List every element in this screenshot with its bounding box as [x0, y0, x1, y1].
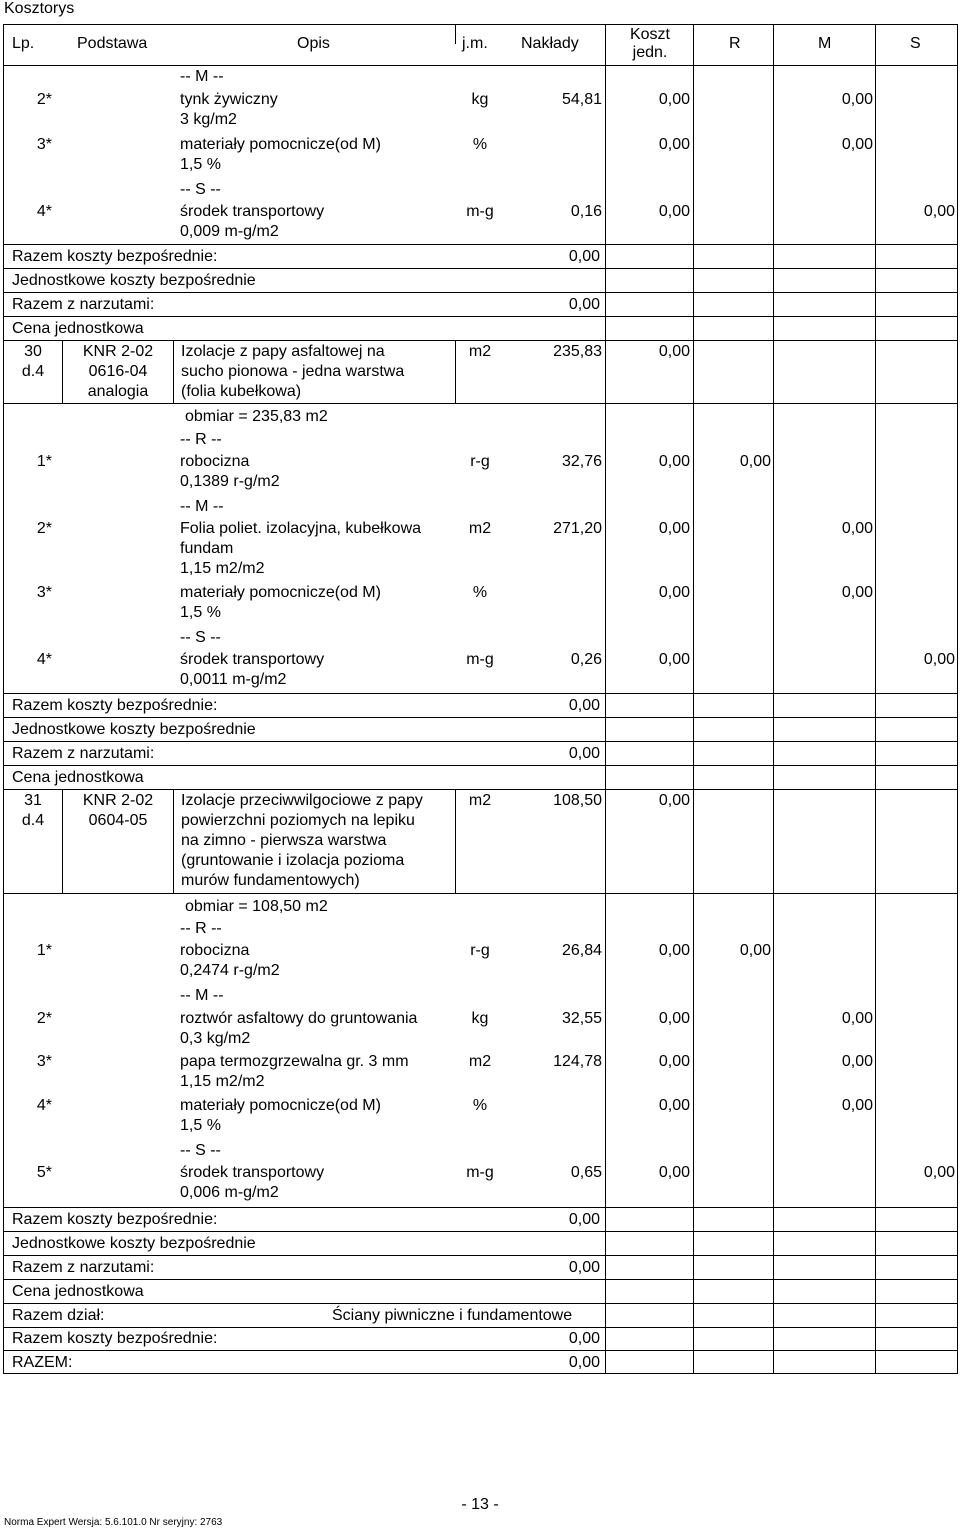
item-naklady: 0,65: [570, 1164, 602, 1181]
position-opis: (folia kubełkowa): [181, 383, 302, 400]
item-koszt: 0,00: [658, 136, 690, 153]
item-naklady: 0,26: [570, 651, 602, 668]
item-norm: 0,1389 r-g/m2: [180, 473, 280, 490]
item-opis: środek transportowy: [180, 203, 325, 220]
item-norm: 0,0011 m-g/m2: [180, 671, 287, 688]
section-m-label: -- M --: [180, 498, 224, 515]
header-naklady: Nakłady: [521, 35, 579, 52]
header-m: M: [818, 35, 832, 52]
item-jm: m-g: [466, 651, 494, 668]
position-podstawa: 0616-04: [88, 363, 148, 380]
position-opis: na zimno - pierwsza warstwa: [181, 832, 387, 849]
header-r: R: [729, 35, 741, 52]
item-norm: 1,5 %: [180, 604, 221, 621]
item-norm: 0,3 kg/m2: [180, 1030, 251, 1047]
item-lp: 1*: [36, 942, 52, 959]
position-podstawa: 0604-05: [88, 812, 148, 829]
summary-value: 0,00: [568, 1211, 600, 1228]
item-jm: m2: [468, 1053, 492, 1070]
section-s-label: -- S --: [180, 1142, 221, 1159]
item-norm: 3 kg/m2: [180, 111, 237, 128]
item-norm: 0,2474 r-g/m2: [180, 962, 280, 979]
summary-label: Cena jednostkowa: [12, 1283, 144, 1300]
header-jm: j.m.: [462, 35, 488, 52]
position-naklady: 235,83: [553, 343, 602, 360]
item-koszt: 0,00: [658, 1097, 690, 1114]
position-podstawa: KNR 2-02: [82, 343, 154, 360]
item-lp: 4*: [36, 651, 52, 668]
item-jm: kg: [471, 1010, 489, 1027]
item-opis: robocizna: [180, 453, 250, 470]
position-jm: m2: [468, 792, 492, 809]
summary-label: Razem z narzutami:: [12, 1259, 155, 1276]
header-koszt-jedn: jedn.: [632, 44, 668, 61]
razem-label: RAZEM:: [12, 1354, 73, 1371]
position-jm: m2: [468, 343, 492, 360]
summary-value: 0,00: [568, 745, 600, 762]
item-koszt: 0,00: [658, 584, 690, 601]
summary-label: Jednostkowe koszty bezpośrednie: [12, 1235, 256, 1252]
item-m-value: 0,00: [841, 584, 873, 601]
item-norm: 1,15 m2/m2: [180, 1073, 265, 1090]
summary-label: Cena jednostkowa: [12, 769, 144, 786]
item-m-value: 0,00: [841, 91, 873, 108]
item-koszt: 0,00: [658, 1164, 690, 1181]
section-m-label: -- M --: [180, 68, 224, 85]
summary-label: Jednostkowe koszty bezpośrednie: [12, 721, 256, 738]
item-lp: 1*: [36, 453, 52, 470]
item-norm: 1,5 %: [180, 156, 221, 173]
section-s-label: -- S --: [180, 181, 221, 198]
item-koszt: 0,00: [658, 1010, 690, 1027]
obmiar: obmiar = 108,50 m2: [185, 898, 328, 915]
item-m-value: 0,00: [841, 520, 873, 537]
position-podstawa: analogia: [87, 383, 149, 400]
item-jm: m2: [468, 520, 492, 537]
item-opis: roztwór asfaltowy do gruntowania: [180, 1010, 418, 1027]
section-m-label: -- M --: [180, 987, 224, 1004]
item-naklady: 124,78: [553, 1053, 602, 1070]
item-r-value: 0,00: [739, 453, 771, 470]
item-norm: 0,006 m-g/m2: [180, 1184, 279, 1201]
item-m-value: 0,00: [841, 1053, 873, 1070]
item-lp: 2*: [36, 1010, 52, 1027]
item-jm: kg: [471, 91, 489, 108]
item-s-value: 0,00: [923, 651, 955, 668]
summary-label: Razem koszty bezpośrednie:: [12, 248, 218, 265]
header-koszt: Koszt: [629, 26, 670, 43]
position-opis: Izolacje przeciwwilgociowe z papy: [181, 792, 423, 809]
item-naklady: 26,84: [561, 942, 602, 959]
item-koszt: 0,00: [658, 203, 690, 220]
item-koszt: 0,00: [658, 91, 690, 108]
software-version: Norma Expert Wersja: 5.6.101.0 Nr seryjny: 2763: [4, 1517, 223, 1528]
item-jm: m-g: [466, 1164, 494, 1181]
item-jm: %: [472, 136, 488, 153]
item-opis: materiały pomocnicze(od M): [180, 136, 381, 153]
summary-label: Razem koszty bezpośrednie:: [12, 1211, 218, 1228]
item-koszt: 0,00: [658, 520, 690, 537]
item-m-value: 0,00: [841, 136, 873, 153]
item-lp: 2*: [36, 520, 52, 537]
summary-label: Razem koszty bezpośrednie:: [12, 697, 218, 714]
summary-label: Jednostkowe koszty bezpośrednie: [12, 272, 256, 289]
item-jm: r-g: [470, 942, 490, 959]
header-s: S: [910, 35, 921, 52]
item-lp: 3*: [36, 1053, 52, 1070]
section-s-label: -- S --: [180, 629, 221, 646]
item-jm: m-g: [466, 203, 494, 220]
item-m-value: 0,00: [841, 1097, 873, 1114]
razem-dzial-label: Razem dział:: [12, 1307, 105, 1324]
item-norm: 1,5 %: [180, 1117, 221, 1134]
position-naklady: 108,50: [553, 792, 602, 809]
item-jm: %: [472, 1097, 488, 1114]
item-lp: 2*: [36, 91, 52, 108]
razem-bezp-label: Razem koszty bezpośrednie:: [12, 1330, 218, 1347]
header-opis: Opis: [297, 35, 330, 52]
position-koszt: 0,00: [658, 792, 690, 809]
item-koszt: 0,00: [658, 453, 690, 470]
obmiar: obmiar = 235,83 m2: [185, 408, 328, 425]
position-opis: (gruntowanie i izolacja pozioma: [181, 852, 405, 869]
summary-value: 0,00: [568, 296, 600, 313]
position-podstawa: KNR 2-02: [82, 792, 154, 809]
razem-bezp-value: 0,00: [568, 1330, 600, 1347]
summary-value: 0,00: [568, 697, 600, 714]
item-norm: 0,009 m-g/m2: [180, 223, 279, 240]
item-naklady: 0,16: [570, 203, 602, 220]
item-s-value: 0,00: [923, 1164, 955, 1181]
item-koszt: 0,00: [658, 942, 690, 959]
item-lp: 3*: [36, 584, 52, 601]
section-r-label: -- R --: [180, 431, 222, 448]
item-opis: środek transportowy: [180, 1164, 325, 1181]
header-lp: Lp.: [12, 35, 35, 52]
item-opis: fundam: [180, 540, 234, 557]
summary-label: Razem z narzutami:: [12, 296, 155, 313]
item-lp: 3*: [36, 136, 52, 153]
item-koszt: 0,00: [658, 651, 690, 668]
item-lp: 4*: [36, 203, 52, 220]
summary-value: 0,00: [568, 248, 600, 265]
item-opis: materiały pomocnicze(od M): [180, 584, 381, 601]
item-naklady: 54,81: [561, 91, 602, 108]
position-opis: powierzchni poziomych na lepiku: [181, 812, 415, 829]
item-koszt: 0,00: [658, 1053, 690, 1070]
item-opis: środek transportowy: [180, 651, 325, 668]
position-opis: sucho pionowa - jedna warstwa: [181, 363, 405, 380]
dzial-name: Ściany piwniczne i fundamentowe: [332, 1307, 573, 1324]
item-naklady: 271,20: [553, 520, 602, 537]
item-jm: %: [472, 584, 488, 601]
position-koszt: 0,00: [658, 343, 690, 360]
item-naklady: 32,55: [561, 1010, 602, 1027]
page-number: - 13 -: [461, 1496, 499, 1513]
item-opis: tynk żywiczny: [180, 91, 278, 108]
item-s-value: 0,00: [923, 203, 955, 220]
position-lp-sub: d.4: [21, 363, 45, 380]
summary-label: Razem z narzutami:: [12, 745, 155, 762]
item-opis: Folia poliet. izolacyjna, kubełkowa: [180, 520, 422, 537]
item-m-value: 0,00: [841, 1010, 873, 1027]
item-opis: robocizna: [180, 942, 250, 959]
header-podstawa: Podstawa: [77, 35, 148, 52]
document-title: Kosztorys: [4, 0, 75, 17]
item-jm: r-g: [470, 453, 490, 470]
position-opis: murów fundamentowych): [181, 872, 360, 889]
summary-label: Cena jednostkowa: [12, 320, 144, 337]
position-lp: 30: [24, 343, 42, 360]
item-opis: papa termozgrzewalna gr. 3 mm: [180, 1053, 409, 1070]
position-lp: 31: [24, 792, 42, 809]
position-opis: Izolacje z papy asfaltowej na: [181, 343, 385, 360]
item-r-value: 0,00: [739, 942, 771, 959]
section-r-label: -- R --: [180, 920, 222, 937]
item-lp: 4*: [36, 1097, 52, 1114]
summary-value: 0,00: [568, 1259, 600, 1276]
item-naklady: 32,76: [561, 453, 602, 470]
item-norm: 1,15 m2/m2: [180, 560, 265, 577]
position-lp-sub: d.4: [21, 812, 45, 829]
item-lp: 5*: [36, 1164, 52, 1181]
item-opis: materiały pomocnicze(od M): [180, 1097, 381, 1114]
razem-value: 0,00: [568, 1354, 600, 1371]
